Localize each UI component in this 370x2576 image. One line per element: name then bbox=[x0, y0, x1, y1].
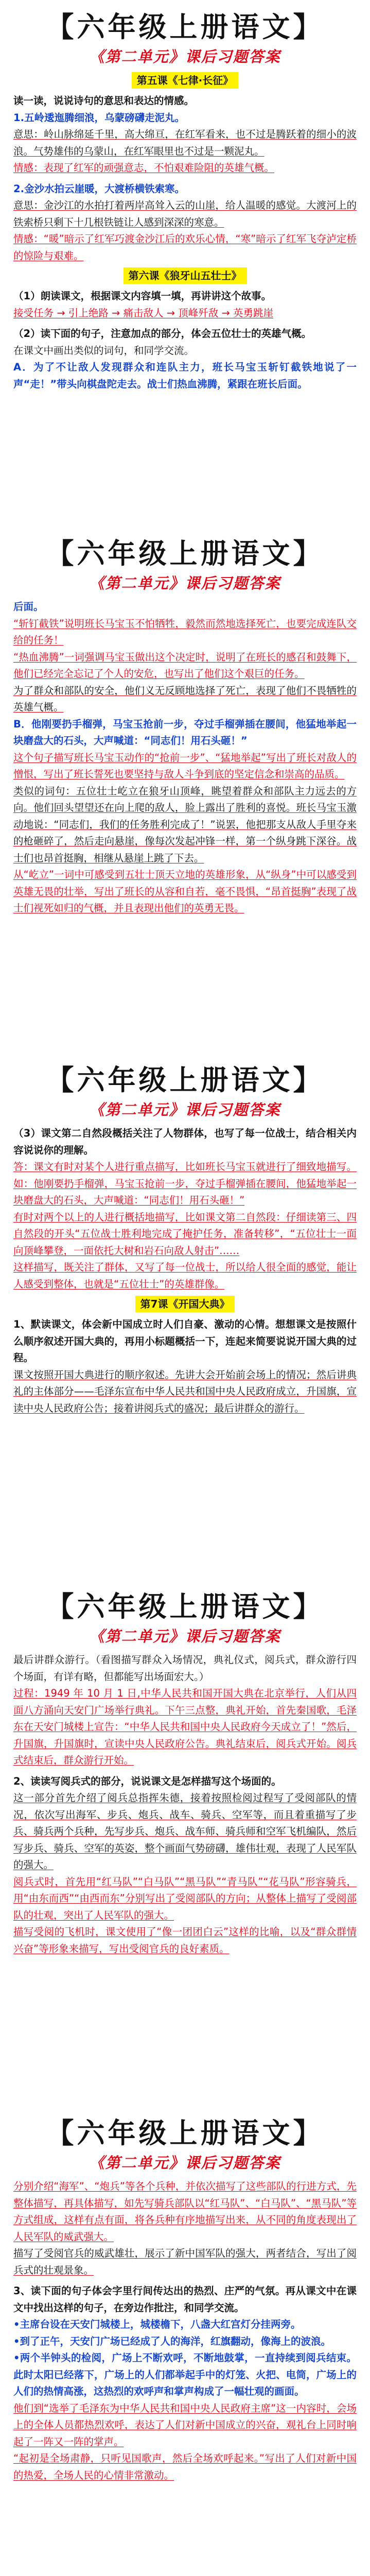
emotion-text: 情感：表现了红军的顽强意志，不怕艰难险阻的英雄气概。 bbox=[13, 162, 275, 174]
answer-text: 过程：1949 年 10 月 1 日,中华人民共和国开国大典在北京举行，人们从四面八方涌向天安门广场举行典礼。下午三点整，典礼开始，首先秦国歌，毛泽东在天安门城楼上宣告：“中华人民共和国中央人民政府今天成立了！”然后，升国旗，升国旗时，宣读中央人民政府公告。典礼结束后，阅兵式开始。阅兵式结束后，群众游行开始。 bbox=[13, 1687, 357, 1766]
answer-text: “起初是全场肃静，只听见国歌声，然后全场欢呼起来。”写出了人们对新中国的热爱，全场人民的心情非常激动。 bbox=[13, 2452, 357, 2481]
lesson-heading bbox=[13, 267, 357, 284]
question-text: （3）课文第二自然段概括关注了人物群体，也写了每一位战士，结合相关内容说说你的理解。 bbox=[13, 1127, 357, 1156]
page-subtitle: 《第二单元》课后习题答案 bbox=[89, 2154, 281, 2172]
meaning-text: 意思：岭山脉绵延千里，高大绵亘，在红军看来，也不过是腾跃着的细小的波浪。气势雄伟的乌蒙山，在红军眼里也不过是一颗泥丸。 bbox=[13, 128, 357, 157]
quoted-sentence: A．为了不让敌人发现群众和连队主力，班长马宝玉斩钉截铁地说了一声“走！”带头向棋盘陀走去。战士们热血沸腾，紧跟在班长后面。 bbox=[13, 361, 357, 390]
question-text: （1）朗读课文，根据课文内容填一填，再讲讲这个故事。 bbox=[13, 290, 272, 302]
answer-page-3 bbox=[0, 1053, 370, 1568]
quoted-sentence: •到了正午，天安门广场已经成了人的海洋，红旗翻动，像海上的波浪。 bbox=[13, 2335, 331, 2347]
question-text: 1、默读课文，体会新中国成立时人们自豪、激动的心情。想想课文是按照什么顺序叙述开国大典的，再用小标题概括一下，连起来简要说说开国大典的过程。 bbox=[13, 1318, 357, 1364]
question-text: 3、读下面的句子体会字里行间传达出的热烈、庄严的气氛。再从课文中在课文中找出这样的句子，在旁边作批注，和同学交流。 bbox=[13, 2285, 357, 2314]
page-title: 【六年级上册语文】 bbox=[46, 537, 324, 570]
page-title: 【六年级上册语文】 bbox=[46, 1590, 324, 1623]
poem-line: 2.金沙水拍云崖暖，大渡桥横铁索寒。 bbox=[13, 182, 185, 195]
quoted-sentence: 后面。 bbox=[13, 601, 44, 613]
answer-page-1 bbox=[0, 0, 370, 515]
lesson-label: 第五课《七律·长征》 bbox=[132, 72, 239, 89]
lesson-label: 第六课《狼牙山五壮士》 bbox=[124, 267, 247, 284]
page-subtitle: 《第二单元》课后习题答案 bbox=[89, 48, 281, 65]
question-text: 读一读，说说诗句的意思和表达的情感。 bbox=[13, 95, 195, 107]
answer-text: 课文按照开国大典进行的顺序叙述。先讲大会开始前会场上的情况；然后讲典礼的主体部分——毛泽东宣布中华人民共和国中央人民政府成立，升国旗，宣读中央人民政府公告；接着讲阅兵式的盛况；最后讲群众的游行。 bbox=[13, 1368, 357, 1414]
answer-text bbox=[13, 305, 357, 322]
question-text: （2）读下面的句子，注意加点的部分，体会五位壮士的英雄气概。 bbox=[13, 328, 312, 340]
poem-line: 1.五岭逶迤腾细浪，乌蒙磅礴走泥丸。 bbox=[13, 111, 185, 124]
answer-text: 阅兵式时，首先用“红马队”“白马队”“黑马队”“青马队”“花马队”形容骑兵，用“由东而西”“由西而东”分别写出了受阅部队的方向；从整体上描写了受阅部队的壮观，突出了人民军队的强大。 bbox=[13, 1875, 357, 1921]
page-subtitle: 《第二单元》课后习题答案 bbox=[89, 1101, 281, 1118]
answer-text: 这样描写，既关注了群体，又写了每一位战士，所以给人很全面的感觉，能让人感受到整体，也就是“五位壮士”的英雄群像。 bbox=[13, 1261, 357, 1290]
answer-text: 描写受阅的飞机时，课文使用了“像一团团白云”这样的比喻，以及“群众群情兴奋”等形象来描写，写出受阅官兵的良好素质。 bbox=[13, 1926, 357, 1955]
answer-page-2 bbox=[0, 527, 370, 1042]
instruction-text: 在课文中画出类似的词句，和同学交流。 bbox=[13, 344, 195, 357]
answer-page-4 bbox=[0, 1580, 370, 2095]
quoted-sentence: B．他刚要扔手榴弹，马宝玉抢前一步，夺过手榴弹插在腰间，他猛地举起一块磨盘大的石头，大声喊道：“同志们！用石头砸！” bbox=[13, 718, 357, 747]
answer-text: 答：课文有时对某个人进行重点描写，比如班长马宝玉就进行了细致地描写。如：他刚要扔手榴弹，马宝玉抢前一步，夺过手榴弹插在腰间，他猛地举起一块磨盘大的石头，大声喊道：“同志们！用石头砸！” bbox=[13, 1161, 357, 1206]
page-subtitle: 《第二单元》课后习题答案 bbox=[89, 1628, 281, 1645]
lesson-heading bbox=[13, 1296, 357, 1312]
answer-text: 这一部分首先介绍了阅兵总指挥朱德，接着按照检阅过程写了受阅部队的情况，依次写出海军、步兵、炮兵、战车、骑兵、空军等，而且着重描写了步兵、骑兵两个兵种，先写步兵、炮兵、战车师、骑兵师和空军飞机编队，然后写步兵、骑兵、空军的英姿，整个画面气势磅礴，雄伟壮观，表现了人民军队的强大。 bbox=[13, 1792, 357, 1871]
answer-text: “斩钉截铁”说明班长马宝玉不怕牺牲，毅然而然地选择死亡，也要完成连队交给的任务！ bbox=[13, 617, 357, 646]
answer-text: “热血沸腾”一词强调马宝玉做出这个决定时，说明了在班长的感召和鼓舞下，他们已经完全忘记了个人的安危，也写出了他们这个艰巨的任务。 bbox=[13, 651, 357, 680]
page-title: 【六年级上册语文】 bbox=[46, 1063, 324, 1096]
quoted-sentence: •两个半钟头的检阅，广场上不断欢呼，不断地鼓掌，一直持续到阅兵结束。此时太阳已经落下，广场上的人们都举起手中的灯笼、火把、电筒，广场上的人们的热情高涨，这热烈的欢呼声和掌声构成了一幅壮观的画面。 bbox=[13, 2352, 357, 2397]
answer-text: 分别介绍“海军”、“炮兵”等各个兵种，并依次描写了这些部队的行进方式，先整体描写，再具体描写，如先写骑兵部队以“红马队”、“白马队”、“黑马队”等方式组成，这样有点有面，将各兵种有序地描写出来，从不同的角度表现出了人民军队的威武强大。 bbox=[13, 2180, 357, 2243]
emotion-text: 情感：“暖”暗示了红军巧渡金沙江后的欢乐心情，“寒”暗示了红军飞夺泸定桥的惊险与艰难。 bbox=[13, 233, 357, 262]
meaning-text: 意思：金沙江的水拍打着两岸高耸入云的山崖，给人温暖的感觉。大渡河上的铁索桥只剩下十几根铁链让人感到深深的寒意。 bbox=[13, 199, 357, 228]
page-subtitle: 《第二单元》课后习题答案 bbox=[89, 574, 281, 592]
question-text: 2、读读写阅兵式的部分，说说课文是怎样描写这个场面的。 bbox=[13, 1775, 281, 1787]
answer-text: 类似的词句：五位壮士屹立在狼牙山顶峰，眺望着群众和部队主力远去的方向。他们回头望望还在向上爬的敌人，脸上露出了胜利的喜悦。班长马宝玉激动地说：“同志们，我们的任务胜利完成了！”说罢，他把那支从敌人手里夺来的枪砸碎了，然后走向悬崖，像每次发起冲锋一样，第一个纵身跳下深谷。战士们也昂首挺胸，相继从悬崖上跳了下去。 bbox=[13, 785, 357, 864]
answer-text: 描写了受阅官兵的威武雄壮，展示了新中国军队的强大，两者结合，写出了阅兵式的壮观景象。 bbox=[13, 2247, 357, 2276]
answer-text: 最后讲群众游行。（看图描写群众入场情况，典礼仪式，阅兵式，群众游行四个场面，有详有略，但都能写出场面宏大。） bbox=[13, 1654, 357, 1683]
answer-text: 这个句子描写班长马宝玉动作的“抢前一步”、“猛地举起”写出了班长对敌人的憎恨，写出了班长誓死也要坚持与敌人斗争到底的坚定信念和崇高的品质。 bbox=[13, 751, 357, 780]
answer-text: 从“屹立”一词中可感受到五壮士顶天立地的英雄形象，从“纵身”中可以感受到英雄无畏的壮举，写出了班长的从容和自若，毫不畏惧，“昂首挺胸”表现了战士们视死如归的气概，并且表现出他们的英勇无畏。 bbox=[13, 869, 357, 914]
lesson-heading bbox=[13, 72, 357, 89]
answer-page-5 bbox=[0, 2106, 370, 2576]
lesson-label: 第7课《开国大典》 bbox=[135, 1296, 235, 1312]
answer-text: 为了群众和部队的安全，他们义无反顾地选择了死亡，表现了他们不畏牺牲的英雄气概。 bbox=[13, 684, 357, 713]
page-title: 【六年级上册语文】 bbox=[46, 2116, 324, 2149]
page-title: 【六年级上册语文】 bbox=[46, 10, 324, 43]
answer-text: 有时对两个以上的人进行概括地描写，比如课文第二自然段：仔细读第三、四自然段的开头“五位战士胜利地完成了掩护任务，准备转移”，“五位壮士一面向顶峰攀登，一面依托大树和岩石向敌人射击”…… bbox=[13, 1211, 357, 1257]
answer-text: 他们到“选举了毛泽东为中华人民共和国中央人民政府主席”这一内容时，会场上的全体人员都热烈欢呼，表达了人们对新中国成立的兴奋，观礼台上同时响起了一阵又一阵的掌声。 bbox=[13, 2402, 357, 2448]
quoted-sentence: •主席台设在天安门城楼上，城楼檐下，八盏大红宫灯分挂两旁。 bbox=[13, 2318, 301, 2330]
answer-chain: 接受任务 → 引上绝路 → 痛击敌人 → 顶峰歼敌 → 英勇跳崖 bbox=[13, 307, 273, 319]
